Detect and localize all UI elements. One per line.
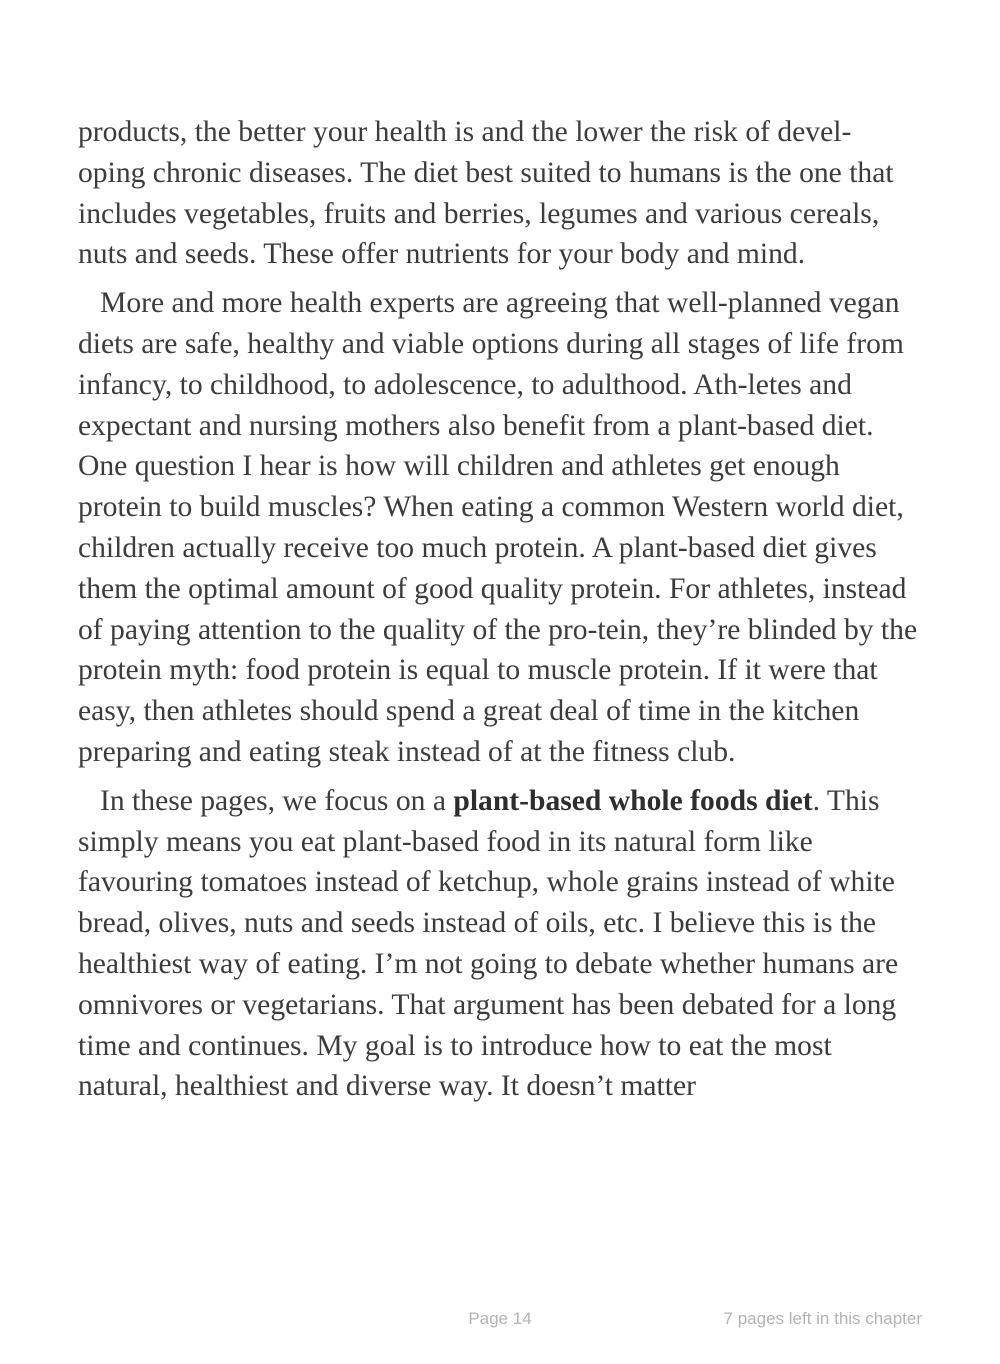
- page-number: Page 14: [468, 1309, 532, 1328]
- bold-phrase: plant-based whole foods diet: [453, 784, 813, 817]
- book-text: [78, 112, 918, 1115]
- paragraph-2: [78, 283, 918, 773]
- pages-left-in-chapter: 7 pages left in this chapter: [723, 1309, 922, 1328]
- paragraph-3-text-end: . This simply means you eat plant-based food in its natural form like favouring tomatoes instead of ketchup, whole grains instead of white bread, olives, nuts and seeds instead of oils, etc. I believe this is the healthiest way of eating. I’m not going to debate whether humans are omnivores or vegetarians. That argument has been debated for a long time and continues. My goal is to introduce how to eat the most natural, healthiest and diverse way. It doesn’t matter: [78, 784, 899, 1103]
- paragraph-1-text: products, the better your health is and the lower the risk of devel-oping chronic diseases. The diet best suited to humans is the one that includes vegetables, fruits and berries, legumes and various cereals, nuts and seeds. These offer nutrients for your body and mind.: [78, 116, 894, 271]
- paragraph-3: [78, 781, 918, 1107]
- paragraph-1: [78, 112, 918, 275]
- paragraph-2-text: More and more health experts are agreeing that well-planned vegan diets are safe, healthy and viable options during all stages of life from infancy, to childhood, to adolescence, to adulthood. Ath-letes and expectant and nursing mothers also benefit from a plant-based diet. One question I hear is how will children and athletes get enough protein to build muscles? When eating a common Western world diet, children actually receive too much protein. A plant-based diet gives them the optimal amount of good quality protein. For athletes, instead of paying attention to the quality of the pro-tein, they’re blinded by the protein myth: food protein is equal to muscle protein. If it were that easy, then athletes should spend a great deal of time in the kitchen preparing and eating steak instead of at the fitness club.: [78, 287, 918, 768]
- paragraph-3-text-start: In these pages, we focus on a: [100, 784, 454, 817]
